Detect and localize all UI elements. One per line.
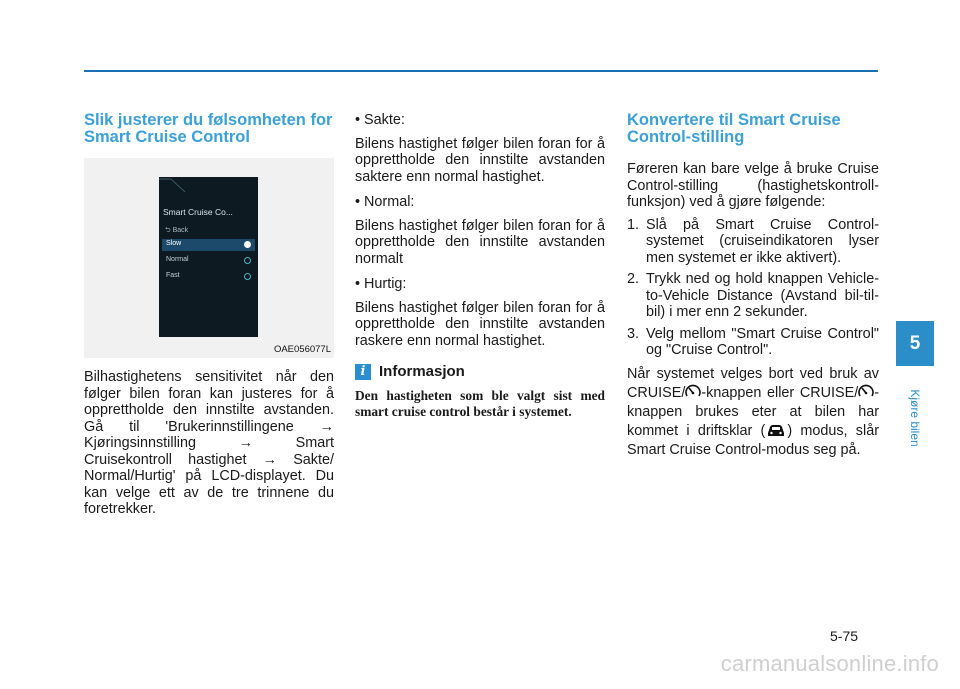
back-arrow-icon: ⮌ (165, 227, 171, 234)
car-ready-icon (765, 421, 787, 439)
screen-back (165, 226, 188, 237)
step-number: 3. (627, 325, 640, 342)
radio-icon (244, 257, 251, 264)
figure-code: OAE056077L (273, 344, 331, 355)
body-text: Bilhastighetens sensitivitet når den følger bilen foran kan justeres for å opprettholde den innstilte avstanden. (84, 369, 334, 418)
option-row-slow (162, 239, 255, 251)
mode-desc-normal: Bilens hastighet følger bilen foran for å opprettholde den innstilte avstanden normalt (355, 217, 605, 267)
lcd-figure (84, 158, 334, 358)
arrow-glyph: → (262, 451, 278, 468)
screen-title: Smart Cruise Co... (163, 207, 233, 217)
info-icon: i (355, 364, 371, 380)
body-text: Sakte/ Normal/Hurtig' på LCD-displayet. Du kan velge ett av de tre trinnene du foretrekker. (84, 451, 334, 517)
mode-desc-fast: Bilens hastighet følger bilen foran for å opprettholde den innstilte avstanden raskere enn normal hastighet. (355, 299, 605, 349)
radio-selected-icon (244, 241, 251, 248)
watermark: carmanualsonline.info (720, 651, 939, 676)
lcd-screen (159, 177, 258, 337)
screen-corner-decoration (159, 177, 187, 193)
step-number: 2. (627, 271, 640, 287)
mode-label-normal: • Normal: (355, 194, 415, 210)
arrow-glyph: → (238, 435, 253, 451)
speedometer-icon (685, 383, 701, 401)
body-text: ) modus, slår Smart Cruise Control-modus seg på. (627, 423, 879, 458)
body-text: Når systemet velges bort ved bruk av CRUISE/ (627, 365, 879, 401)
body-text: Kjøringsinnstilling (84, 435, 196, 451)
step-text: Trykk ned og hold knappen Vehicle-to-Vehicle Distance (Avstand bil-til-bil) i mer enn 2 sekunder. (646, 271, 879, 320)
back-label: Back (172, 227, 189, 234)
outro-paragraph (627, 365, 879, 460)
chapter-label: Kjøre bilen (908, 389, 922, 447)
step-3 (627, 326, 879, 359)
option-row-normal (162, 255, 255, 267)
body-text: -knappen brukes eter at bilen har kommet i driftsklar ( (627, 385, 879, 439)
body-paragraph (84, 369, 334, 518)
option-label: Fast (166, 272, 180, 279)
step-number: 1. (627, 216, 640, 233)
column-2 (355, 112, 605, 433)
mode-desc-slow: Bilens hastighet følger bilen foran for å opprettholde den innstilte avstanden saktere enn normal hastighet. (355, 135, 605, 185)
page-number: 5-75 (830, 628, 859, 644)
step-2 (627, 271, 879, 321)
info-header (355, 363, 605, 380)
option-label: Normal (166, 256, 189, 263)
section-heading-convert: Konvertere til Smart Cruise Control-stilling (627, 111, 841, 146)
radio-icon (244, 273, 251, 280)
info-text: Den hastigheten som ble valgt sist med smart cruise control består i systemet. (355, 388, 605, 419)
step-1 (627, 217, 879, 267)
intro-paragraph: Føreren kan bare velge å bruke Cruise Control-stilling (hastighetskontroll-funksjon) ved å gjøre følgende: (627, 161, 879, 210)
speedometer-icon (858, 383, 874, 401)
info-title: Informasjon (379, 363, 465, 380)
column-3 (627, 112, 879, 459)
arrow-glyph: → (319, 418, 335, 435)
step-text: Slå på Smart Cruise Control-systemet (cruiseindikatoren lyser men systemet er ikke aktivert). (646, 216, 879, 266)
body-text: Gå til 'Brukerinnstillingene (84, 418, 294, 435)
option-row-fast (162, 271, 255, 283)
top-rule (84, 70, 878, 72)
chapter-tab: 5 (896, 321, 934, 366)
section-heading-sensitivity: Slik justerer du følsomheten for Smart Cruise Control (84, 111, 333, 146)
mode-label-slow: • Sakte: (355, 112, 405, 128)
body-text: -knappen eller CRUISE/ (701, 385, 859, 401)
option-label: Slow (166, 240, 182, 247)
step-text: Velg mellom "Smart Cruise Control" og "Cruise Control". (646, 325, 879, 358)
body-text: Smart Cruisekontroll hastighet (84, 435, 335, 468)
mode-label-fast: • Hurtig: (355, 276, 407, 292)
column-1 (84, 112, 334, 518)
